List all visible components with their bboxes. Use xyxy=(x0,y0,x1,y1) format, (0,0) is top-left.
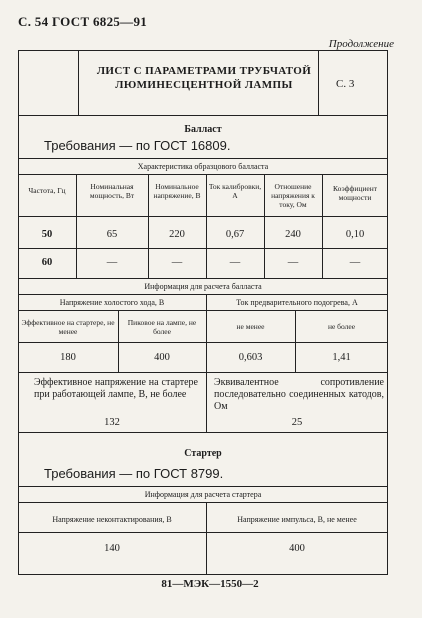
col-power-factor: Коэффициент мощности xyxy=(333,184,377,202)
title-block xyxy=(18,50,388,116)
cell-frequency: 60 xyxy=(41,257,53,268)
cathode-resistance-label: Эквивалентное сопротивление последовательно соединенных катодов, Ом xyxy=(214,377,384,412)
cell-ratio: — xyxy=(287,257,299,268)
col-calibration-current: Ток калибровки, А xyxy=(208,182,262,200)
starter-pulse-voltage-value: 400 xyxy=(289,543,305,554)
sheet-title-line1: ЛИСТ С ПАРАМЕТРАМИ ТРУБЧАТОЙ xyxy=(96,65,312,77)
starter-col-pulse-voltage: Напряжение импульса, В, не менее xyxy=(237,515,357,524)
sub-preheat-max: не более xyxy=(327,322,356,331)
rule xyxy=(18,216,388,217)
col-rated-power: Номинальная мощность, Вт xyxy=(89,182,135,200)
ocv-header: Напряжение холостого хода, В xyxy=(59,298,165,307)
cell-voltage: 220 xyxy=(169,229,185,240)
ballast-requirement: Требования — по ГОСТ 16809. xyxy=(44,138,231,153)
rule xyxy=(18,342,388,343)
rule xyxy=(18,502,388,503)
rule xyxy=(18,174,388,175)
cell-frequency: 50 xyxy=(41,229,53,240)
cell-power-factor: 0,10 xyxy=(345,229,365,240)
cell-power: 65 xyxy=(106,229,118,240)
footer-code: 81—МЭК—1550—2 xyxy=(161,578,259,590)
starter-heading: Стартер xyxy=(184,448,222,459)
cell-current: 0,67 xyxy=(225,229,245,240)
starter-col-nonoperating-voltage: Напряжение неконтактирования, В xyxy=(52,515,172,524)
sub-peak-on-lamp: Пиковое на лампе, не более xyxy=(127,318,197,336)
ballast-calc-title: Информация для расчета балласта xyxy=(144,282,262,291)
title-divider-left xyxy=(78,50,79,115)
preheat-header: Ток предварительного подогрева, А xyxy=(236,298,358,307)
col-rated-voltage: Номинальное напряжение, В xyxy=(153,182,201,200)
val-preheat-min: 0,603 xyxy=(238,352,263,363)
rule xyxy=(18,372,388,373)
continuation-label: Продолжение xyxy=(328,38,394,50)
cell-ratio: 240 xyxy=(285,229,301,240)
val-rms-on-starter: 180 xyxy=(60,352,76,363)
col-frequency: Частота, Гц xyxy=(28,186,66,195)
page-header: С. 54 ГОСТ 6825—91 xyxy=(18,14,148,29)
rule xyxy=(18,294,388,295)
sheet-number: С. 3 xyxy=(336,78,355,90)
title-divider-right xyxy=(318,50,319,115)
rule xyxy=(18,532,388,533)
rule xyxy=(18,432,388,433)
col-voltage-current-ratio: Отношение напряжения к току, Ом xyxy=(271,182,315,209)
rule xyxy=(18,310,388,311)
sub-rms-on-starter: Эффективное на стартере, не менее xyxy=(21,318,115,336)
ballast-heading: Балласт xyxy=(184,124,222,135)
val-preheat-max: 1,41 xyxy=(332,352,351,363)
cell-power: — xyxy=(106,257,118,268)
starter-voltage-value: 132 xyxy=(104,417,120,428)
starter-voltage-label: Эффективное напряжение на стартере при работающей лампе, В, не более xyxy=(34,377,198,400)
starter-requirement: Требования — по ГОСТ 8799. xyxy=(44,466,224,481)
sheet-title xyxy=(96,64,312,92)
col-divider xyxy=(206,502,207,575)
rule xyxy=(18,486,388,487)
cathode-resistance-value: 25 xyxy=(291,417,303,428)
ref-ballast-title: Характеристика образцового балласта xyxy=(137,162,269,171)
starter-calc-title: Информация для расчета стартера xyxy=(144,490,262,499)
sub-preheat-min: не менее xyxy=(236,322,265,331)
rule xyxy=(18,158,388,159)
starter-nonoperating-voltage-value: 140 xyxy=(104,543,120,554)
cell-power-factor: — xyxy=(349,257,361,268)
cell-current: — xyxy=(229,257,241,268)
cell-voltage: — xyxy=(171,257,183,268)
rule xyxy=(18,248,388,249)
sheet-title-line2: ЛЮМИНЕСЦЕНТНОЙ ЛАМПЫ xyxy=(115,79,293,91)
rule xyxy=(18,278,388,279)
val-peak-on-lamp: 400 xyxy=(154,352,170,363)
